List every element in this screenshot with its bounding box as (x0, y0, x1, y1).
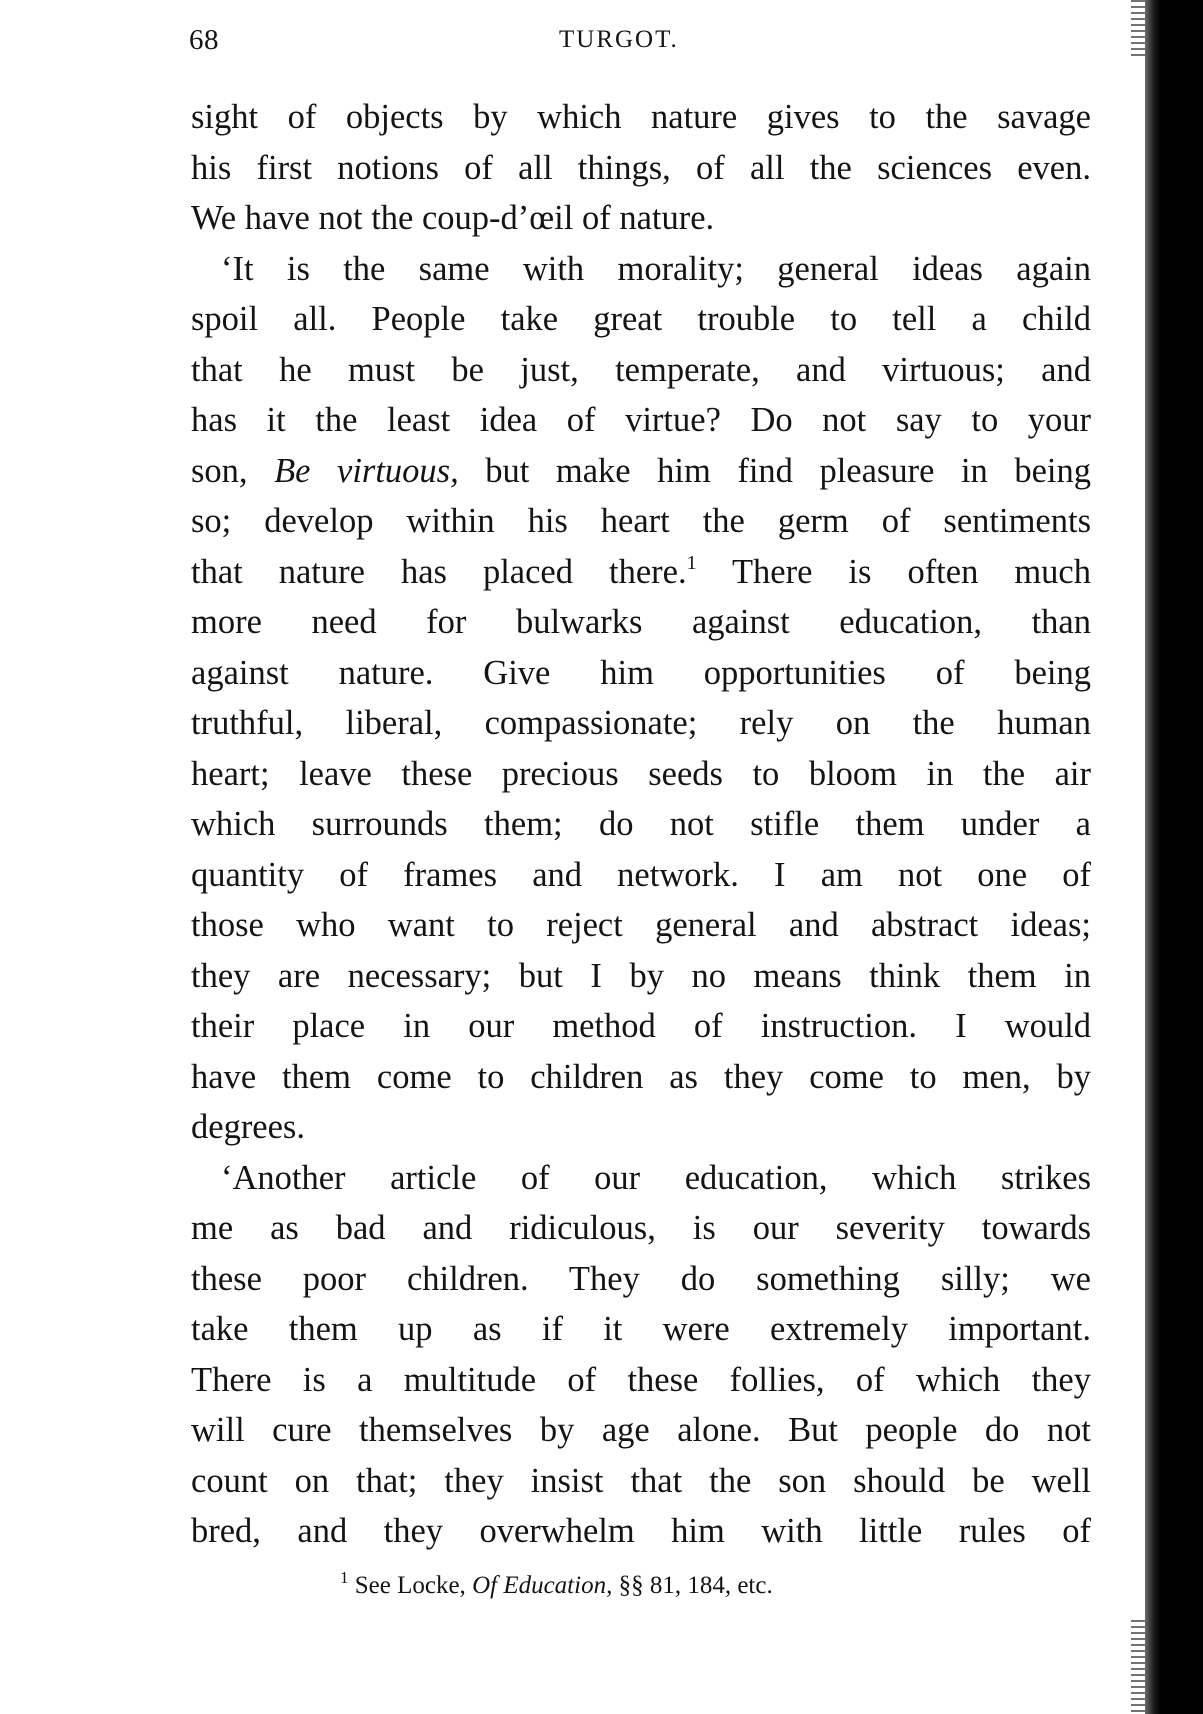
footnote (340, 1568, 773, 1600)
scan-speckle (1131, 1620, 1145, 1714)
text-line: truthful, liberal, compassionate; rely on the human (191, 704, 1091, 742)
text-line: these poor children. They do something silly; we (191, 1259, 1091, 1298)
text-line: that he must be just, temperate, and virtuous; and (191, 350, 1091, 389)
text-line: There is a multitude of these follies, of which they (191, 1360, 1091, 1399)
text-line: their place in our method of instruction. I would (191, 1007, 1091, 1045)
text-line: take them up as if it were extremely important. (191, 1310, 1091, 1348)
footnote-text: §§ 81, 184, etc. (612, 1572, 773, 1599)
text-line: count on that; they insist that the son should be well (191, 1461, 1091, 1500)
footnote-marker: 1 (340, 1568, 349, 1587)
text-line: spoil all. People take great trouble to tell a child (191, 300, 1091, 338)
text-line: more need for bulwarks against education, than (191, 603, 1091, 641)
text-line: against nature. Give him opportunities of being (191, 653, 1091, 692)
text-line: ‘It is the same with morality; general ideas again (221, 249, 1091, 288)
footnote-text: See Locke, (348, 1572, 473, 1599)
text-line: which surrounds them; do not stifle them under a (191, 805, 1091, 843)
binding-edge (1145, 0, 1203, 1714)
text-line: has it the least idea of virtue? Do not say to your (191, 401, 1091, 439)
text-segment: that nature has placed there. (191, 552, 687, 591)
italic-phrase: Be virtuous, (274, 451, 459, 490)
text-line: will cure themselves by age alone. But people do not (191, 1411, 1091, 1449)
footnote-reference: 1 (686, 551, 697, 574)
text-segment: but make him find pleasure in being (458, 451, 1091, 490)
text-line (191, 446, 1091, 497)
text-line: his first notions of all things, of all the sciences even. (191, 148, 1091, 187)
page-number: 68 (189, 24, 219, 56)
text-line: bred, and they overwhelm him with little rules of (191, 1512, 1091, 1550)
text-segment: son, (191, 451, 275, 490)
text-line (191, 547, 1091, 598)
scan-speckle (1131, 0, 1145, 60)
text-line: me as bad and ridiculous, is our severity towards (191, 1209, 1091, 1247)
text-line: ‘Another article of our education, which strikes (221, 1158, 1091, 1197)
text-line: sight of objects by which nature gives to the savage (191, 98, 1091, 136)
text-line: degrees. (191, 1108, 305, 1146)
text-line: heart; leave these precious seeds to bloom in the air (191, 754, 1091, 793)
text-line: quantity of frames and network. I am not one of (191, 855, 1091, 894)
text-line: have them come to children as they come to men, by (191, 1057, 1091, 1096)
running-title: TURGOT. (559, 26, 679, 53)
text-line: they are necessary; but I by no means think them in (191, 956, 1091, 995)
running-head (189, 24, 1089, 64)
footnote-book-title: Of Education, (472, 1572, 613, 1599)
text-segment: There is often much (696, 552, 1091, 591)
text-line: those who want to reject general and abstract ideas; (191, 906, 1091, 944)
text-line: so; develop within his heart the germ of sentiments (191, 502, 1091, 540)
body-text (191, 92, 1091, 1557)
text-line: We have not the coup-d’œil of nature. (191, 199, 715, 237)
